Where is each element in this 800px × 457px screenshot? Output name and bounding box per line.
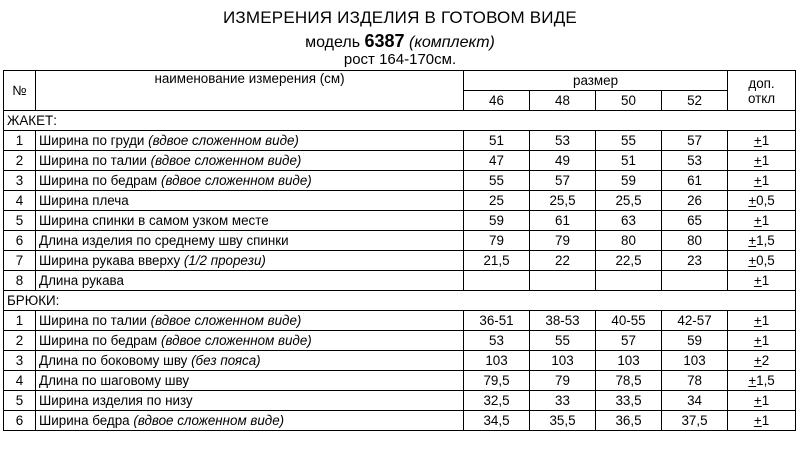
tolerance-sign: + — [753, 133, 762, 148]
tolerance-cell — [728, 411, 796, 431]
measurement-name: Длина по шаговому шву — [39, 373, 190, 388]
size-value: 51 — [464, 131, 530, 151]
tolerance-cell — [728, 231, 796, 251]
tolerance-value: 1,5 — [756, 233, 775, 248]
measurement-name: Ширина спинки в самом узком месте — [39, 213, 269, 228]
measurement-note: (вдвое сложенном виде) — [160, 333, 312, 348]
row-number: 1 — [4, 131, 36, 151]
table-row — [4, 371, 796, 391]
size-value — [530, 271, 596, 291]
size-value: 103 — [530, 351, 596, 371]
measurement-note: (вдвое сложенном виде) — [148, 133, 299, 148]
header-row — [4, 71, 796, 91]
table-row — [4, 131, 796, 151]
measurement-name-cell — [36, 271, 464, 291]
size-value: 32,5 — [464, 391, 530, 411]
measurement-note: (вдвое сложенном виде) — [133, 413, 285, 428]
tolerance-value: 1 — [761, 273, 770, 288]
tolerance-value: 0,5 — [756, 193, 775, 208]
size-value: 21,5 — [464, 251, 530, 271]
size-value: 49 — [530, 151, 596, 171]
tolerance-sign: + — [753, 313, 762, 328]
size-value: 61 — [662, 171, 728, 191]
size-value: 65 — [662, 211, 728, 231]
tolerance-cell — [728, 371, 796, 391]
size-value: 23 — [662, 251, 728, 271]
row-number: 2 — [4, 151, 36, 171]
row-number: 1 — [4, 311, 36, 331]
tolerance-label-2: откл — [747, 90, 776, 106]
size-value: 78 — [662, 371, 728, 391]
tolerance-sign: + — [748, 373, 757, 388]
size-value: 36,5 — [596, 411, 662, 431]
size-value: 55 — [596, 131, 662, 151]
measurement-name: Ширина бедра — [39, 413, 130, 428]
size-value: 80 — [662, 231, 728, 251]
size-value: 55 — [464, 171, 530, 191]
table-row — [4, 331, 796, 351]
measurement-name-cell — [36, 151, 464, 171]
measurement-note: (вдвое сложенном виде) — [150, 153, 302, 168]
measurement-name-cell — [36, 211, 464, 231]
size-value: 40-55 — [596, 311, 662, 331]
tolerance-cell — [728, 251, 796, 271]
tolerance-cell — [728, 311, 796, 331]
col-header-size: размер — [464, 71, 728, 91]
tolerance-cell — [728, 171, 796, 191]
tolerance-cell — [728, 391, 796, 411]
measurement-note: (вдвое сложенном виде) — [160, 173, 312, 188]
table-row — [4, 271, 796, 291]
measurement-name: Ширина изделия по низу — [39, 393, 193, 408]
measurement-name: Длина изделия по среднему шву спинки — [39, 233, 289, 248]
measurement-name: Длина рукава — [39, 273, 124, 288]
measurement-name-cell — [36, 391, 464, 411]
tolerance-value: 1 — [761, 393, 770, 408]
size-value: 34,5 — [464, 411, 530, 431]
row-number: 4 — [4, 371, 36, 391]
size-value: 37,5 — [662, 411, 728, 431]
size-value: 35,5 — [530, 411, 596, 431]
size-value: 22,5 — [596, 251, 662, 271]
tolerance-value: 1 — [761, 313, 770, 328]
tolerance-sign: + — [748, 253, 757, 268]
table-row — [4, 251, 796, 271]
size-value: 103 — [662, 351, 728, 371]
tolerance-cell — [728, 271, 796, 291]
measurement-name: Ширина по груди — [39, 133, 145, 148]
size-value: 22 — [530, 251, 596, 271]
size-value: 38-53 — [530, 311, 596, 331]
size-value: 79 — [530, 231, 596, 251]
size-value: 34 — [662, 391, 728, 411]
size-value: 78,5 — [596, 371, 662, 391]
table-row — [4, 191, 796, 211]
tolerance-value: 1 — [761, 153, 770, 168]
size-header: 48 — [530, 91, 596, 111]
row-number: 4 — [4, 191, 36, 211]
size-value: 59 — [464, 211, 530, 231]
model-number: 6387 — [364, 31, 405, 51]
tolerance-sign: + — [753, 213, 762, 228]
col-header-no: № — [4, 71, 36, 111]
size-value: 36-51 — [464, 311, 530, 331]
table-row — [4, 411, 796, 431]
size-value: 59 — [662, 331, 728, 351]
measurement-name: Ширина рукава вверху — [39, 253, 181, 268]
size-value: 25,5 — [596, 191, 662, 211]
tolerance-value: 1 — [761, 133, 770, 148]
size-value: 25 — [464, 191, 530, 211]
section-title: ЖАКЕТ: — [4, 111, 796, 131]
row-number: 6 — [4, 231, 36, 251]
size-value: 33,5 — [596, 391, 662, 411]
tolerance-value: 0,5 — [756, 253, 775, 268]
size-value: 57 — [662, 131, 728, 151]
measurement-name-cell — [36, 351, 464, 371]
size-value: 103 — [464, 351, 530, 371]
tolerance-sign: + — [748, 233, 757, 248]
tolerance-label-1: доп. — [748, 75, 775, 91]
table-row — [4, 351, 796, 371]
section-title: БРЮКИ: — [4, 291, 796, 311]
table-row — [4, 171, 796, 191]
size-header: 46 — [464, 91, 530, 111]
row-number: 8 — [4, 271, 36, 291]
measurement-name-cell — [36, 231, 464, 251]
size-value: 57 — [530, 171, 596, 191]
section-row — [4, 291, 796, 311]
size-value: 42-57 — [662, 311, 728, 331]
size-value — [662, 271, 728, 291]
size-value: 57 — [596, 331, 662, 351]
table-row — [4, 151, 796, 171]
document-title: ИЗМЕРЕНИЯ ИЗДЕЛИЯ В ГОТОВОМ ВИДЕ — [223, 8, 577, 27]
measurement-name: Ширина по бедрам — [39, 173, 158, 188]
row-number: 5 — [4, 391, 36, 411]
tolerance-sign: + — [753, 393, 762, 408]
tolerance-value: 1,5 — [756, 373, 775, 388]
size-value: 63 — [596, 211, 662, 231]
model-line — [0, 31, 800, 52]
height-range: рост 164-170см. — [343, 51, 457, 68]
measurement-name: Ширина по талии — [39, 313, 147, 328]
size-value: 59 — [596, 171, 662, 191]
measurement-name: Длина по боковому шву — [39, 353, 188, 368]
tolerance-value: 1 — [761, 213, 770, 228]
size-value: 53 — [464, 331, 530, 351]
measurement-name-cell — [36, 311, 464, 331]
measurement-name: Ширина плеча — [39, 193, 129, 208]
tolerance-sign: + — [753, 153, 762, 168]
tolerance-sign: + — [748, 193, 757, 208]
col-header-name: наименование измерения (см) — [36, 71, 464, 111]
size-value: 47 — [464, 151, 530, 171]
tolerance-cell — [728, 331, 796, 351]
table-row — [4, 391, 796, 411]
tolerance-value: 1 — [761, 413, 770, 428]
row-number: 7 — [4, 251, 36, 271]
col-header-tolerance — [728, 71, 796, 111]
table-body — [4, 111, 796, 431]
tolerance-cell — [728, 151, 796, 171]
tolerance-sign: + — [753, 413, 762, 428]
size-value: 79,5 — [464, 371, 530, 391]
tolerance-sign: + — [753, 333, 762, 348]
size-value: 103 — [596, 351, 662, 371]
size-value: 25,5 — [530, 191, 596, 211]
size-value — [596, 271, 662, 291]
size-value: 61 — [530, 211, 596, 231]
measurement-note: (вдвое сложенном виде) — [150, 313, 302, 328]
size-value: 79 — [464, 231, 530, 251]
table-row — [4, 211, 796, 231]
size-value: 51 — [596, 151, 662, 171]
tolerance-cell — [728, 131, 796, 151]
row-number: 3 — [4, 351, 36, 371]
model-suffix: (комплект) — [409, 34, 495, 51]
table-row — [4, 231, 796, 251]
measurements-table — [3, 70, 796, 431]
tolerance-cell — [728, 191, 796, 211]
measurement-name-cell — [36, 171, 464, 191]
row-number: 5 — [4, 211, 36, 231]
measurement-name-cell — [36, 131, 464, 151]
section-row — [4, 111, 796, 131]
size-value: 55 — [530, 331, 596, 351]
table-row — [4, 311, 796, 331]
measurement-name-cell — [36, 411, 464, 431]
measurement-name: Ширина по бедрам — [39, 333, 158, 348]
row-number: 3 — [4, 171, 36, 191]
tolerance-sign: + — [753, 173, 762, 188]
row-number: 2 — [4, 331, 36, 351]
measurement-note: (без пояса) — [191, 353, 261, 368]
tolerance-value: 1 — [761, 333, 770, 348]
measurement-name-cell — [36, 331, 464, 351]
row-number: 6 — [4, 411, 36, 431]
measurement-name-cell — [36, 371, 464, 391]
tolerance-value: 2 — [761, 353, 770, 368]
measurement-name: Ширина по талии — [39, 153, 147, 168]
measurement-name-cell — [36, 191, 464, 211]
size-value: 53 — [662, 151, 728, 171]
tolerance-cell — [728, 211, 796, 231]
measurement-note: (1/2 прорези) — [183, 253, 266, 268]
size-value: 80 — [596, 231, 662, 251]
size-value: 53 — [530, 131, 596, 151]
tolerance-cell — [728, 351, 796, 371]
size-value: 26 — [662, 191, 728, 211]
size-header: 50 — [596, 91, 662, 111]
tolerance-value: 1 — [761, 173, 770, 188]
size-header: 52 — [662, 91, 728, 111]
tolerance-sign: + — [753, 273, 762, 288]
size-value: 33 — [530, 391, 596, 411]
model-prefix: модель — [305, 34, 361, 51]
measurement-name-cell — [36, 251, 464, 271]
size-value: 79 — [530, 371, 596, 391]
size-value — [464, 271, 530, 291]
tolerance-sign: + — [753, 353, 762, 368]
